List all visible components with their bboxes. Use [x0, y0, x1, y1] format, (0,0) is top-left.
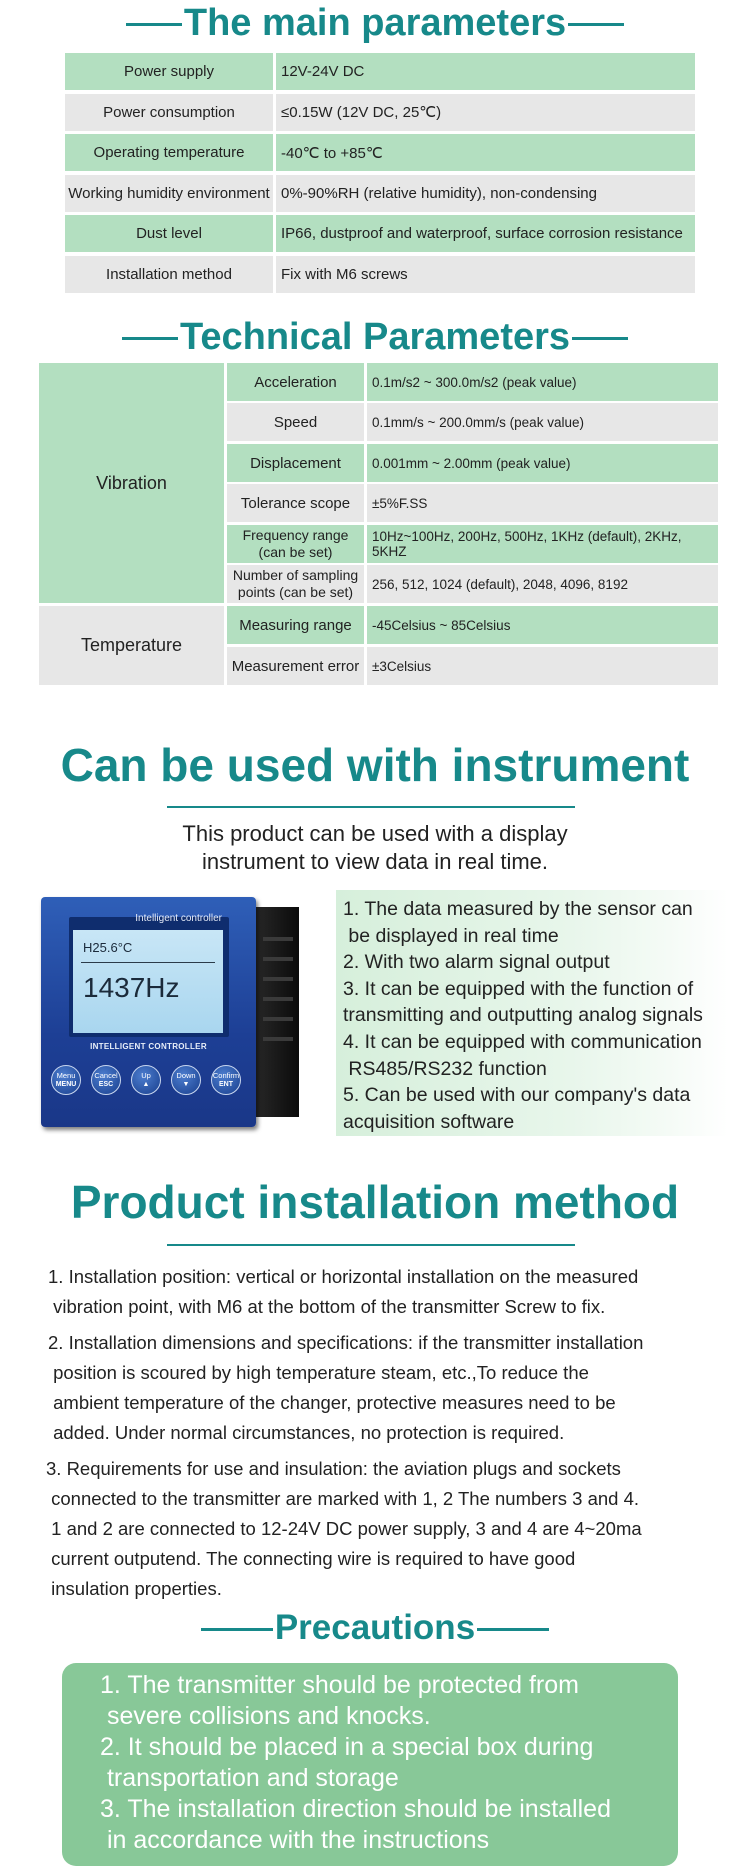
installation-step-line: current outputend. The connecting wire is required to have good [46, 1548, 576, 1569]
installation-step-line: added. Under normal circumstances, no protection is required. [48, 1422, 565, 1443]
param-group-vibration: Vibration [39, 363, 224, 603]
button-caption: Cancel [94, 1071, 118, 1080]
param-value: IP66, dustproof and waterproof, surface corrosion resistance [276, 215, 695, 252]
installation-step-line: 3. Requirements for use and insulation: the aviation plugs and sockets [46, 1458, 621, 1479]
precautions-title: Precautions [274, 1608, 476, 1647]
instrument-button-menu [51, 1065, 81, 1095]
installation-step-line: position is scoured by high temperature steam, etc.,To reduce the [48, 1362, 589, 1383]
feature-line: 2. With two alarm signal output [343, 951, 610, 974]
button-code: MENU [55, 1081, 77, 1088]
tech-param-label-line: Frequency range [242, 527, 349, 543]
tech-param-value: -45Celsius ~ 85Celsius [367, 606, 718, 644]
feature-list [336, 890, 728, 1136]
tech-params-title: Technical Parameters [179, 316, 571, 358]
installation-step-line: connected to the transmitter are marked with 1, 2 The numbers 3 and 4. [46, 1488, 640, 1509]
param-label: Operating temperature [65, 134, 273, 171]
param-label: Power consumption [65, 94, 273, 131]
tech-param-label [227, 565, 364, 603]
instrument-screen [73, 930, 223, 1033]
feature-line: 3. It can be equipped with the function of [343, 977, 694, 1000]
precaution-line: severe collisions and knocks. [100, 1702, 431, 1730]
button-code: ENT [219, 1081, 233, 1088]
feature-line: be displayed in real time [343, 924, 559, 947]
tech-param-label: Displacement [227, 444, 364, 482]
params-row [65, 53, 695, 90]
main-params-heading [0, 0, 750, 46]
feature-line: 5. Can be used with our company's data [343, 1084, 691, 1107]
param-value: -40℃ to +85℃ [276, 134, 695, 171]
tech-param-value: 0.1m/s2 ~ 300.0m/s2 (peak value) [367, 363, 718, 401]
installation-step-line: 1 and 2 are connected to 12-24V DC power supply, 3 and 4 are 4~20ma [46, 1518, 642, 1539]
param-group-temperature: Temperature [39, 606, 224, 685]
installation-steps [48, 1262, 728, 1610]
tech-param-label-line: points (can be set) [237, 584, 354, 600]
instrument-brand: Intelligent controller [135, 913, 222, 924]
param-value: 0%-90%RH (relative humidity), non-condensing [276, 175, 695, 212]
tech-param-label: Acceleration [227, 363, 364, 401]
tech-param-value: ±3Celsius [367, 647, 718, 685]
main-params-table [65, 53, 695, 300]
button-caption: Menu [56, 1071, 76, 1080]
button-code: ESC [98, 1081, 114, 1088]
heading-dash-right [568, 23, 624, 26]
instrument-heading: Can be used with instrument [60, 739, 690, 791]
instrument-description [0, 820, 750, 876]
params-row [65, 94, 695, 131]
installation-heading: Product installation method [70, 1176, 680, 1228]
params-row [65, 256, 695, 293]
tech-param-label-line: (can be set) [258, 544, 333, 560]
installation-step [48, 1328, 728, 1448]
instrument-fin [263, 977, 293, 981]
param-value: ≤0.15W (12V DC, 25℃) [276, 94, 695, 131]
controller-instrument-image [41, 897, 261, 1127]
instrument-fin [263, 957, 293, 961]
heading-rule [167, 1244, 575, 1246]
tech-param-value: 0.1mm/s ~ 200.0mm/s (peak value) [367, 403, 718, 441]
params-row [65, 175, 695, 212]
screen-temperature: H25.6°C [83, 940, 133, 955]
feature-line: acquisition software [343, 1110, 515, 1133]
instrument-fin [263, 1037, 293, 1041]
tech-param-label: Measuring range [227, 606, 364, 644]
screen-divider [81, 962, 215, 963]
installation-step-line: 2. Installation dimensions and specifications: if the transmitter installation [48, 1332, 644, 1353]
tech-param-label [227, 525, 364, 563]
installation-step-line: 1. Installation position: vertical or horizontal installation on the measured [48, 1266, 639, 1287]
button-caption: Down [176, 1071, 196, 1080]
precautions-heading [0, 1605, 750, 1651]
params-row [65, 134, 695, 171]
param-label: Working humidity environment [65, 175, 273, 212]
installation-step-line: ambient temperature of the changer, protective measures need to be [48, 1392, 616, 1413]
heading-dash-right [477, 1628, 549, 1631]
tech-params-heading [0, 314, 750, 360]
param-value: Fix with M6 screws [276, 256, 695, 293]
installation-step-line: vibration point, with M6 at the bottom of the transmitter Screw to fix. [48, 1296, 606, 1317]
precaution-line: in accordance with the instructions [100, 1826, 490, 1854]
button-code: ▼ [182, 1081, 190, 1088]
installation-step-line: insulation properties. [46, 1578, 222, 1599]
button-caption: Confirm [212, 1071, 240, 1080]
precaution-line: 3. The installation direction should be installed [100, 1795, 611, 1823]
installation-step [48, 1262, 728, 1322]
param-label: Installation method [65, 256, 273, 293]
feature-line: RS485/RS232 function [343, 1057, 547, 1080]
heading-rule [167, 806, 575, 808]
params-row [65, 215, 695, 252]
tech-param-label: Tolerance scope [227, 484, 364, 522]
instrument-fin [263, 997, 293, 1001]
heading-dash-left [201, 1628, 273, 1631]
param-label: Power supply [65, 53, 273, 90]
main-params-title: The main parameters [183, 2, 567, 44]
instrument-fin [263, 937, 293, 941]
tech-params-table [39, 363, 718, 687]
instrument-button-up [131, 1065, 161, 1095]
param-label: Dust level [65, 215, 273, 252]
tech-param-label-line: Number of sampling [232, 567, 359, 583]
tech-param-value: ±5%F.SS [367, 484, 718, 522]
instrument-fin [263, 1017, 293, 1021]
instrument-button-cancel [91, 1065, 121, 1095]
param-value: 12V-24V DC [276, 53, 695, 90]
description-line: instrument to view data in real time. [201, 849, 549, 874]
heading-dash-left [122, 337, 178, 340]
tech-param-value: 0.001mm ~ 2.00mm (peak value) [367, 444, 718, 482]
feature-line: transmitting and outputting analog signals [343, 1004, 703, 1027]
tech-param-value: 10Hz~100Hz, 200Hz, 500Hz, 1KHz (default), 2KHz, 5KHZ [367, 525, 718, 563]
description-line: This product can be used with a display [182, 821, 568, 846]
tech-param-label: Speed [227, 403, 364, 441]
precaution-line: transportation and storage [100, 1764, 399, 1792]
button-code: ▲ [142, 1081, 150, 1088]
heading-dash-left [126, 23, 182, 26]
instrument-label: INTELLIGENT CONTROLLER [90, 1042, 207, 1051]
instrument-button-down [171, 1065, 201, 1095]
instrument-button-confirm [211, 1065, 241, 1095]
instrument-front-panel [41, 897, 256, 1127]
precaution-line: 2. It should be placed in a special box during [100, 1733, 594, 1761]
tech-param-label: Measurement error [227, 647, 364, 685]
precaution-line: 1. The transmitter should be protected from [100, 1671, 579, 1699]
installation-step [46, 1454, 728, 1604]
tech-param-value: 256, 512, 1024 (default), 2048, 4096, 8192 [367, 565, 718, 603]
feature-line: 4. It can be equipped with communication [343, 1031, 702, 1053]
feature-line: 1. The data measured by the sensor can [343, 898, 693, 920]
button-caption: Up [141, 1071, 151, 1080]
screen-frequency: 1437Hz [83, 972, 180, 1003]
heading-dash-right [572, 337, 628, 340]
